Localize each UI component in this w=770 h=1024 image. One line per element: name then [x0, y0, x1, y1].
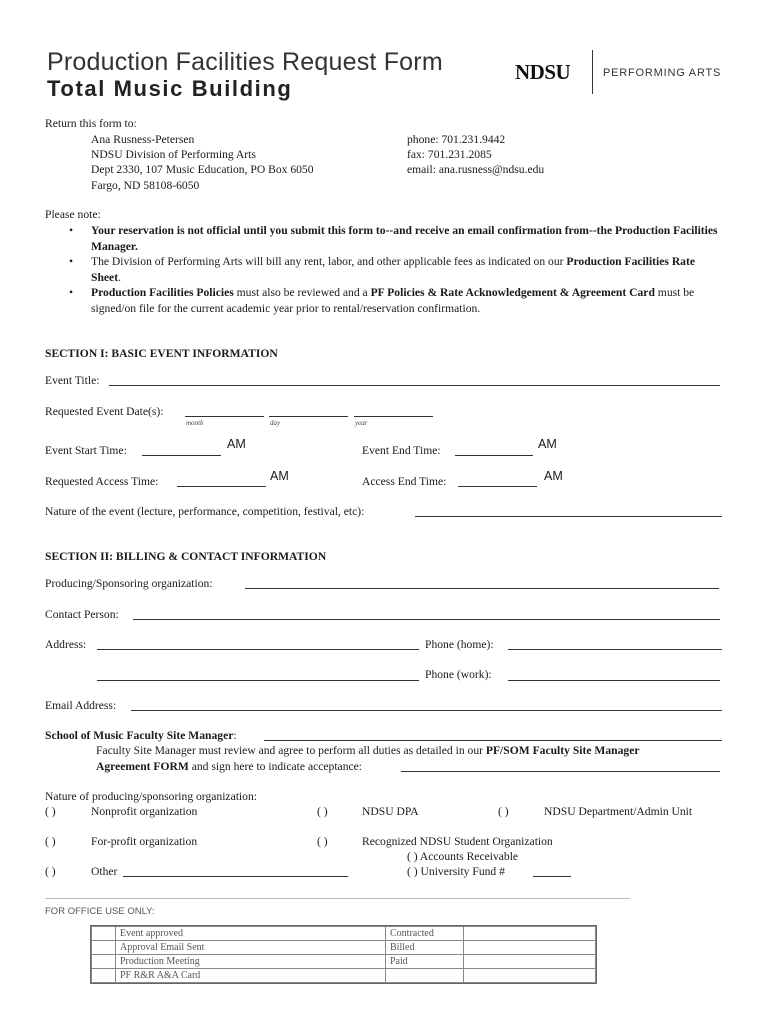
office-row: [92, 969, 596, 983]
ndsu-dpa-label: NDSU DPA: [362, 805, 419, 818]
nature-org-label: Nature of producing/sponsoring organization:: [45, 790, 257, 803]
day-caption: day: [270, 419, 281, 427]
bullet: •: [69, 224, 74, 237]
return-address: [91, 132, 314, 193]
performing-arts-logo: PERFORMING ARTS: [603, 67, 722, 79]
nature-field[interactable]: [415, 516, 722, 517]
event-title-field[interactable]: [109, 385, 720, 386]
office-check-cell[interactable]: [92, 969, 116, 983]
office-use-table: [90, 925, 597, 984]
section1-heading: SECTION I: BASIC EVENT INFORMATION: [45, 347, 278, 360]
address-line: Dept 2330, 107 Music Education, PO Box 6050: [91, 163, 314, 177]
office-cell: PF R&R A&A Card: [116, 969, 386, 983]
month-caption: month: [186, 419, 204, 427]
email-field[interactable]: [131, 710, 722, 711]
end-time-label: Event End Time:: [362, 444, 441, 457]
office-check-cell[interactable]: [92, 927, 116, 941]
office-cell[interactable]: [464, 969, 596, 983]
org-field[interactable]: [245, 588, 719, 589]
note-item: • Your reservation is not official until you submit this form to--and receive an email confirmation from--the Production Facilities Manager.: [69, 224, 718, 253]
office-cell: Approval Email Sent: [116, 941, 386, 955]
office-cell: [386, 969, 464, 983]
start-time-field[interactable]: [142, 455, 221, 456]
access-time-label: Requested Access Time:: [45, 475, 159, 488]
address-line: Ana Rusness-Petersen: [91, 133, 195, 146]
accounts-receivable-option[interactable]: ( ) Accounts Receivable: [407, 850, 519, 863]
email-line: email: ana.rusness@ndsu.edu: [407, 163, 545, 177]
address-line: Fargo, ND 58108-6050: [91, 178, 200, 192]
fax-line: fax: 701.231.2085: [407, 148, 492, 162]
office-cell: Paid: [386, 955, 464, 969]
ndsu-dept-label: NDSU Department/Admin Unit: [544, 805, 693, 818]
contact-field[interactable]: [133, 619, 720, 620]
ndsu-dpa-checkbox[interactable]: ( ): [317, 805, 328, 818]
event-title-label: Event Title:: [45, 374, 100, 387]
notes-intro: Please note:: [45, 208, 101, 221]
faculty-signature-field[interactable]: [401, 771, 720, 772]
office-cell[interactable]: [464, 941, 596, 955]
section2-heading: SECTION II: BILLING & CONTACT INFORMATION: [45, 550, 327, 563]
event-year-field[interactable]: [354, 416, 433, 417]
office-check-cell[interactable]: [92, 955, 116, 969]
ndsu-dept-checkbox[interactable]: ( ): [498, 805, 509, 818]
phone-home-field[interactable]: [508, 649, 722, 650]
office-cell: Event approved: [116, 927, 386, 941]
nonprofit-label: Nonprofit organization: [91, 805, 198, 818]
event-dates-label: Requested Event Date(s):: [45, 405, 164, 418]
end-time-field[interactable]: [455, 455, 533, 456]
year-caption: year: [355, 419, 368, 427]
office-divider: [45, 898, 630, 899]
office-cell: Contracted: [386, 927, 464, 941]
other-field[interactable]: [123, 876, 348, 877]
contact-label: Contact Person:: [45, 608, 119, 621]
forprofit-checkbox[interactable]: ( ): [45, 835, 56, 848]
bullet: •: [69, 255, 74, 268]
nonprofit-checkbox[interactable]: ( ): [45, 805, 56, 818]
access-end-field[interactable]: [458, 486, 537, 487]
address-line: NDSU Division of Performing Arts: [91, 148, 256, 162]
university-fund-field[interactable]: [533, 876, 571, 877]
phone-work-field[interactable]: [508, 680, 720, 681]
access-time-field[interactable]: [177, 486, 266, 487]
address-field-1[interactable]: [97, 649, 419, 650]
student-org-label: Recognized NDSU Student Organization: [362, 835, 553, 848]
office-use-label: FOR OFFICE USE ONLY:: [45, 906, 155, 917]
faculty-manager-field[interactable]: [264, 740, 722, 741]
other-label: Other: [91, 865, 118, 878]
other-checkbox[interactable]: ( ): [45, 865, 56, 878]
office-cell[interactable]: [464, 927, 596, 941]
note-item: • The Division of Performing Arts will bill any rent, labor, and other applicable fees as indicated on our Production Facilities Rate Sheet.: [69, 255, 695, 284]
forprofit-label: For-profit organization: [91, 835, 198, 848]
event-day-field[interactable]: [269, 416, 348, 417]
office-cell: Production Meeting: [116, 955, 386, 969]
faculty-note-line2: Agreement FORM and sign here to indicate acceptance:: [96, 760, 363, 773]
address-label: Address:: [45, 638, 87, 651]
event-month-field[interactable]: [185, 416, 264, 417]
nature-label: Nature of the event (lecture, performance, competition, festival, etc):: [45, 505, 365, 518]
access-time-am[interactable]: AM: [270, 469, 289, 483]
address-field-2[interactable]: [97, 680, 419, 681]
note-item: • Production Facilities Policies must also be reviewed and a PF Policies & Rate Acknowledgement & Agreement Card must be signed/on file for the current academic year prior to rental/reservation confirmation.: [69, 286, 695, 315]
form-subtitle: Total Music Building: [47, 76, 293, 101]
start-time-label: Event Start Time:: [45, 444, 127, 457]
bullet: •: [69, 286, 74, 299]
office-row: [92, 927, 596, 941]
ndsu-logo: NDSU: [515, 60, 571, 84]
start-time-am[interactable]: AM: [227, 437, 246, 451]
access-end-am[interactable]: AM: [544, 469, 563, 483]
university-fund-option[interactable]: ( ) University Fund #: [407, 865, 505, 878]
phone-line: phone: 701.231.9442: [407, 133, 506, 146]
phone-home-label: Phone (home):: [425, 638, 494, 651]
office-cell: Billed: [386, 941, 464, 955]
org-label: Producing/Sponsoring organization:: [45, 577, 213, 590]
notes-list: [45, 223, 725, 316]
email-label: Email Address:: [45, 699, 117, 712]
end-time-am[interactable]: AM: [538, 437, 557, 451]
logo-divider: [592, 50, 593, 94]
office-row: [92, 941, 596, 955]
return-contact: [407, 132, 544, 178]
phone-work-label: Phone (work):: [425, 668, 492, 681]
access-end-label: Access End Time:: [362, 475, 447, 488]
office-check-cell[interactable]: [92, 941, 116, 955]
office-row: [92, 955, 596, 969]
faculty-note-line1: Faculty Site Manager must review and agree to perform all duties as detailed in our PF/SOM Faculty Site Manager: [96, 744, 640, 757]
office-cell[interactable]: [464, 955, 596, 969]
form-title: Production Facilities Request Form: [47, 48, 443, 76]
return-intro: Return this form to:: [45, 117, 137, 130]
faculty-manager-label: School of Music Faculty Site Manager:: [45, 729, 237, 742]
student-org-checkbox[interactable]: ( ): [317, 835, 328, 848]
